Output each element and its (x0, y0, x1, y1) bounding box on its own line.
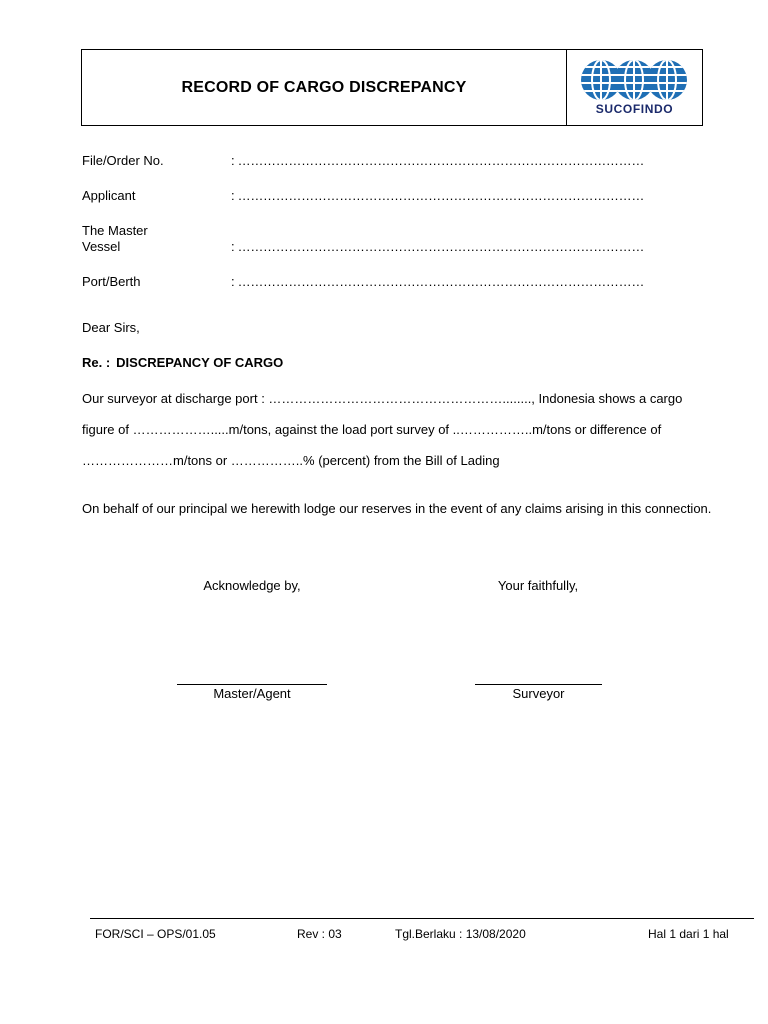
document-header (81, 49, 703, 126)
document-title: RECORD OF CARGO DISCREPANCY (181, 78, 467, 96)
vessel-label: Vessel (82, 239, 121, 254)
footer-page-number: Hal 1 dari 1 hal (648, 927, 729, 941)
body-line-3: …………………m/tons or ……………..% (percent) from the Bill of Lading (82, 453, 500, 468)
reserves-paragraph: On behalf of our principal we herewith lodge our reserves in the event of any claims arising in this connection. (82, 501, 712, 516)
applicant-label: Applicant (82, 188, 136, 203)
faithfully-heading: Your faithfully, (497, 578, 579, 593)
footer-form-code: FOR/SCI – OPS/01.05 (95, 927, 216, 941)
file-order-label: File/Order No. (82, 153, 164, 168)
globe-logo-icon (580, 59, 688, 101)
applicant-value: : …………………………………………………………………………………… (231, 188, 645, 203)
port-berth-label: Port/Berth (82, 274, 141, 289)
sucofindo-logo (567, 50, 702, 125)
logo-text: SUCOFINDO (595, 102, 674, 116)
salutation: Dear Sirs, (82, 320, 140, 335)
master-agent-label: Master/Agent (213, 686, 291, 701)
footer-revision: Rev : 03 (297, 927, 342, 941)
re-prefix: Re. : (82, 355, 111, 370)
acknowledge-heading: Acknowledge by, (203, 578, 301, 593)
footer-rule (90, 918, 754, 919)
surveyor-signature-line (475, 684, 602, 685)
surveyor-label: Surveyor (512, 686, 565, 701)
body-line-2: figure of ……………….....m/tons, against the load port survey of ..……………..m/tons or difference of (82, 422, 662, 437)
master-vessel-value: : …………………………………………………………………………………… (231, 239, 645, 254)
port-berth-value: : …………………………………………………………………………………… (231, 274, 645, 289)
re-subject: DISCREPANCY OF CARGO (116, 355, 284, 370)
body-line-1: Our surveyor at discharge port : ………………………………………………........, Indonesia shows a cargo (82, 391, 683, 406)
re-line (82, 355, 283, 370)
master-signature-line (177, 684, 327, 685)
footer-effective-date: Tgl.Berlaku : 13/08/2020 (395, 927, 526, 941)
master-label: The Master (82, 223, 148, 238)
file-order-value: : …………………………………………………………………………………… (231, 153, 645, 168)
